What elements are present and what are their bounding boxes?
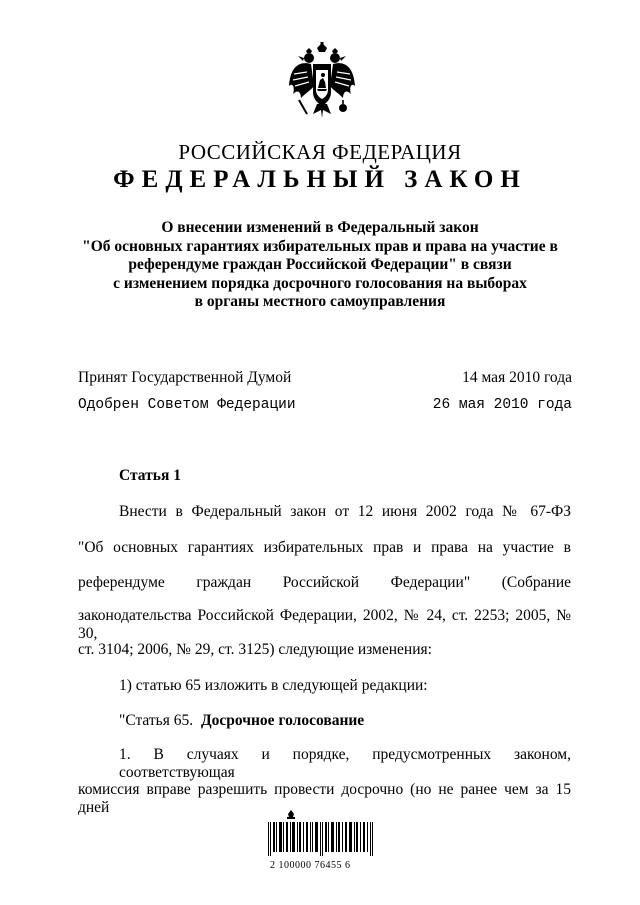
law-title-line: в органы местного самоуправления [194, 293, 446, 310]
council-date: 26 мая 2010 года [432, 397, 572, 413]
coat-of-arms-icon [287, 42, 357, 124]
duma-label: Принят Государственной Думой [78, 369, 292, 386]
quoted-article-heading [119, 712, 364, 730]
quoted-article-title: Досрочное голосование [201, 712, 365, 729]
paragraph-line: "Об основных гарантиях избирательных прав и права на участие в [78, 539, 571, 556]
article-heading: Статья 1 [119, 467, 181, 484]
paragraph-line: ст. 3104; 2006, № 29, ст. 3125) следующие изменения: [78, 641, 432, 658]
country-name: РОССИЙСКАЯ ФЕДЕРАЦИЯ [178, 140, 462, 164]
law-title-line: с изменением порядка досрочного голосования на выборах [113, 274, 527, 292]
paragraph-line: референдуме граждан Российской Федерации" (Собрание [78, 574, 571, 591]
barcode-number: 2 100000 76455 6 [270, 860, 351, 871]
clause-line: 1. В случаях и порядке, предусмотренных законом, соответствующая [119, 746, 571, 781]
law-title-line: О внесении изменений в Федеральный закон [161, 219, 479, 236]
amendment-item: 1) статью 65 изложить в следующей редакции: [119, 677, 428, 694]
law-title [60, 219, 580, 312]
council-label: Одобрен Советом Федерации [78, 397, 296, 413]
document-type: ФЕДЕРАЛЬНЫЙ ЗАКОН [113, 166, 527, 193]
barcode-icon [266, 808, 378, 856]
law-title-line: референдуме граждан Российской Федерации" в связи [128, 256, 512, 273]
paragraph-line: законодательства Российской Федерации, 2002, № 24, ст. 2253; 2005, № 30, [78, 607, 571, 642]
quoted-article-number: "Статья 65. [119, 712, 194, 729]
duma-date: 14 мая 2010 года [462, 369, 572, 386]
paragraph-line: Внести в Федеральный закон от 12 июня 2002 года № 67-ФЗ [119, 503, 571, 520]
law-title-line: "Об основных гарантиях избирательных прав и права на участие в [82, 237, 558, 255]
clause-line: комиссия вправе разрешить провести досрочно (но не ранее чем за 15 дней [78, 781, 571, 816]
